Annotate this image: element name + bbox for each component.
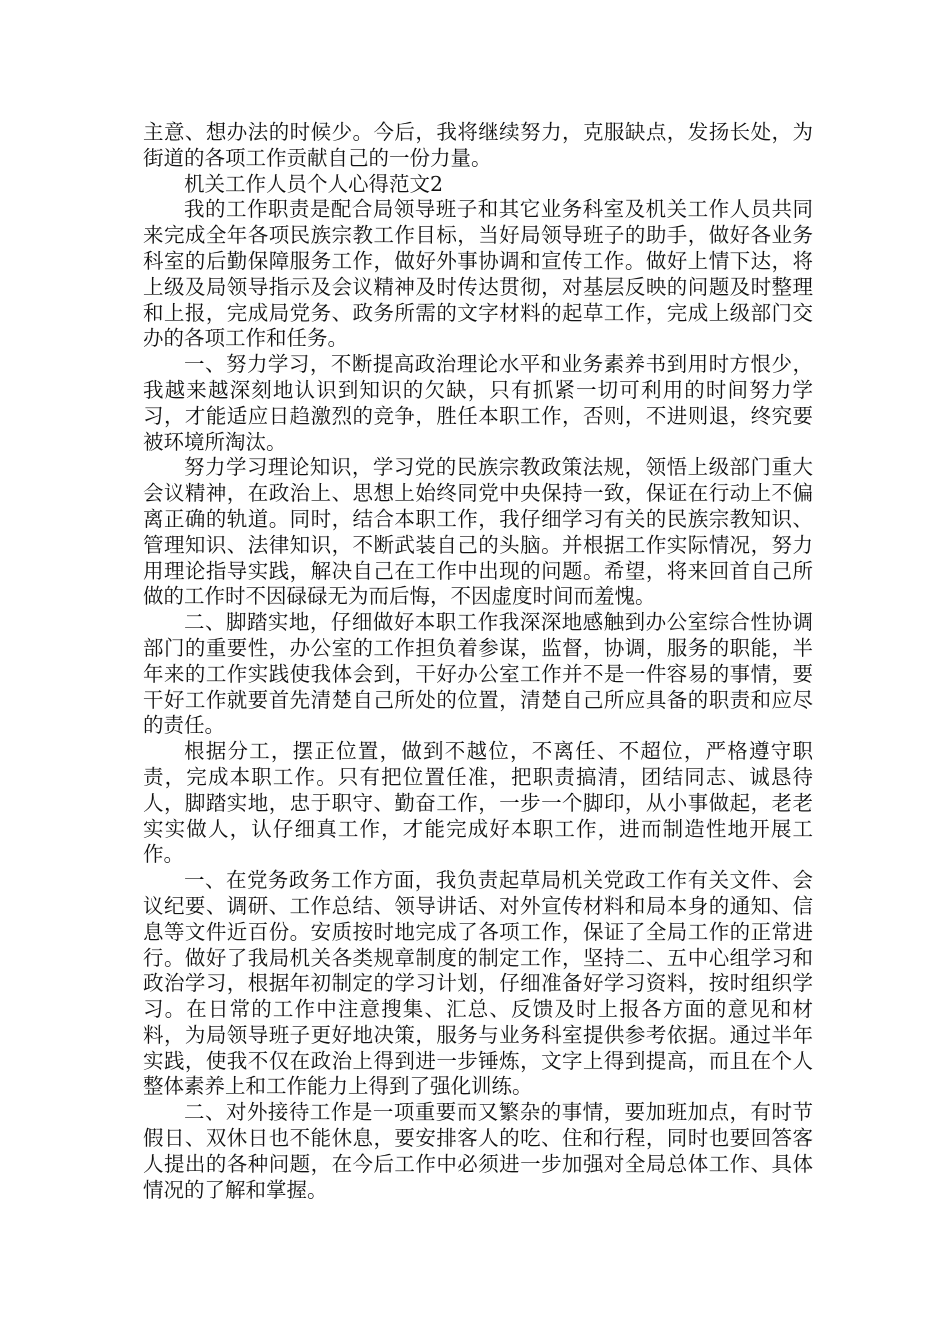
- document-body: [143, 120, 813, 1203]
- paragraph-study: 一、努力学习，不断提高政治理论水平和业务素养书到用时方恨少，我越来越深刻地认识到知识的欠缺，只有抓紧一切可利用的时间努力学习，才能适应日趋激烈的竞争，胜任本职工作，否则，不进则退，终究要被环境所淘汰。: [143, 352, 813, 454]
- paragraph-position: 根据分工，摆正位置，做到不越位，不离任、不超位，严格遵守职责，完成本职工作。只有把位置任准，把职责搞清，团结同志、诚恳待人，脚踏实地，忠于职守、勤奋工作，一步一个脚印，从小事做起，老老实实做人，认仔细真工作，才能完成好本职工作，进而制造性地开展工作。: [143, 739, 813, 867]
- section-title: 机关工作人员个人心得范文2: [184, 171, 444, 196]
- paragraph-party-affairs: 一、在党务政务工作方面，我负责起草局机关党政工作有关文件、会议纪要、调研、工作总结、领导讲话、对外宣传材料和局本身的通知、信息等文件近百份。安质按时地完成了各项工作，保证了全局工作的正常进行。做好了我局机关各类规章制度的制定工作，坚持二、五中心组学习和政治学习，根据年初制定的学习计划，仔细准备好学习资料，按时组织学习。在日常的工作中注意搜集、汇总、反馈及时上报各方面的意见和材料，为局领导班子更好地决策，服务与业务科室提供参考依据。通过半年实践，使我不仅在政治上得到进一步锤炼，文字上得到提高，而且在个人整体素养上和工作能力上得到了强化训练。: [143, 868, 813, 1099]
- paragraph-duties: 我的工作职责是配合局领导班子和其它业务科室及机关工作人员共同来完成全年各项民族宗教工作目标，当好局领导班子的助手，做好各业务科室的后勤保障服务工作，做好外事协调和宣传工作。做好上情下达，将上级及局领导指示及会议精神及时传达贯彻，对基层反映的问题及时整理和上报，完成局党务、政务所需的文字材料的起草工作，完成上级部门交办的各项工作和任务。: [143, 197, 813, 351]
- paragraph-theory: 努力学习理论知识，学习党的民族宗教政策法规，领悟上级部门重大会议精神，在政治上、思想上始终同党中央保持一致，保证在行动上不偏离正确的轨道。同时，结合本职工作，我仔细学习有关的民族宗教知识、管理知识、法律知识，不断武装自己的头脑。并根据工作实际情况，努力用理论指导实践，解决自己在工作中出现的问题。希望，将来回首自己所做的工作时不因碌碌无为而后悔，不因虚度时间而羞愧。: [143, 455, 813, 609]
- paragraph-continuation: 主意、想办法的时候少。今后，我将继续努力，克服缺点，发扬长处，为街道的各项工作贡献自己的一份力量。: [143, 120, 813, 170]
- paragraph-practical: 二、脚踏实地，仔细做好本职工作我深深地感触到办公室综合性协调部门的重要性，办公室的工作担负着参谋，监督，协调，服务的职能，半年来的工作实践使我体会到，干好办公室工作并不是一件容易的事情，要干好工作就要首先清楚自己所处的位置，清楚自己所应具备的职责和应尽的责任。: [143, 610, 813, 738]
- paragraph-reception: 二、对外接待工作是一项重要而又繁杂的事情，要加班加点，有时节假日、双休日也不能休息，要安排客人的吃、住和行程，同时也要回答客人提出的各种问题，在今后工作中必须进一步加强对全局总体工作、具体情况的了解和掌握。: [143, 1100, 813, 1202]
